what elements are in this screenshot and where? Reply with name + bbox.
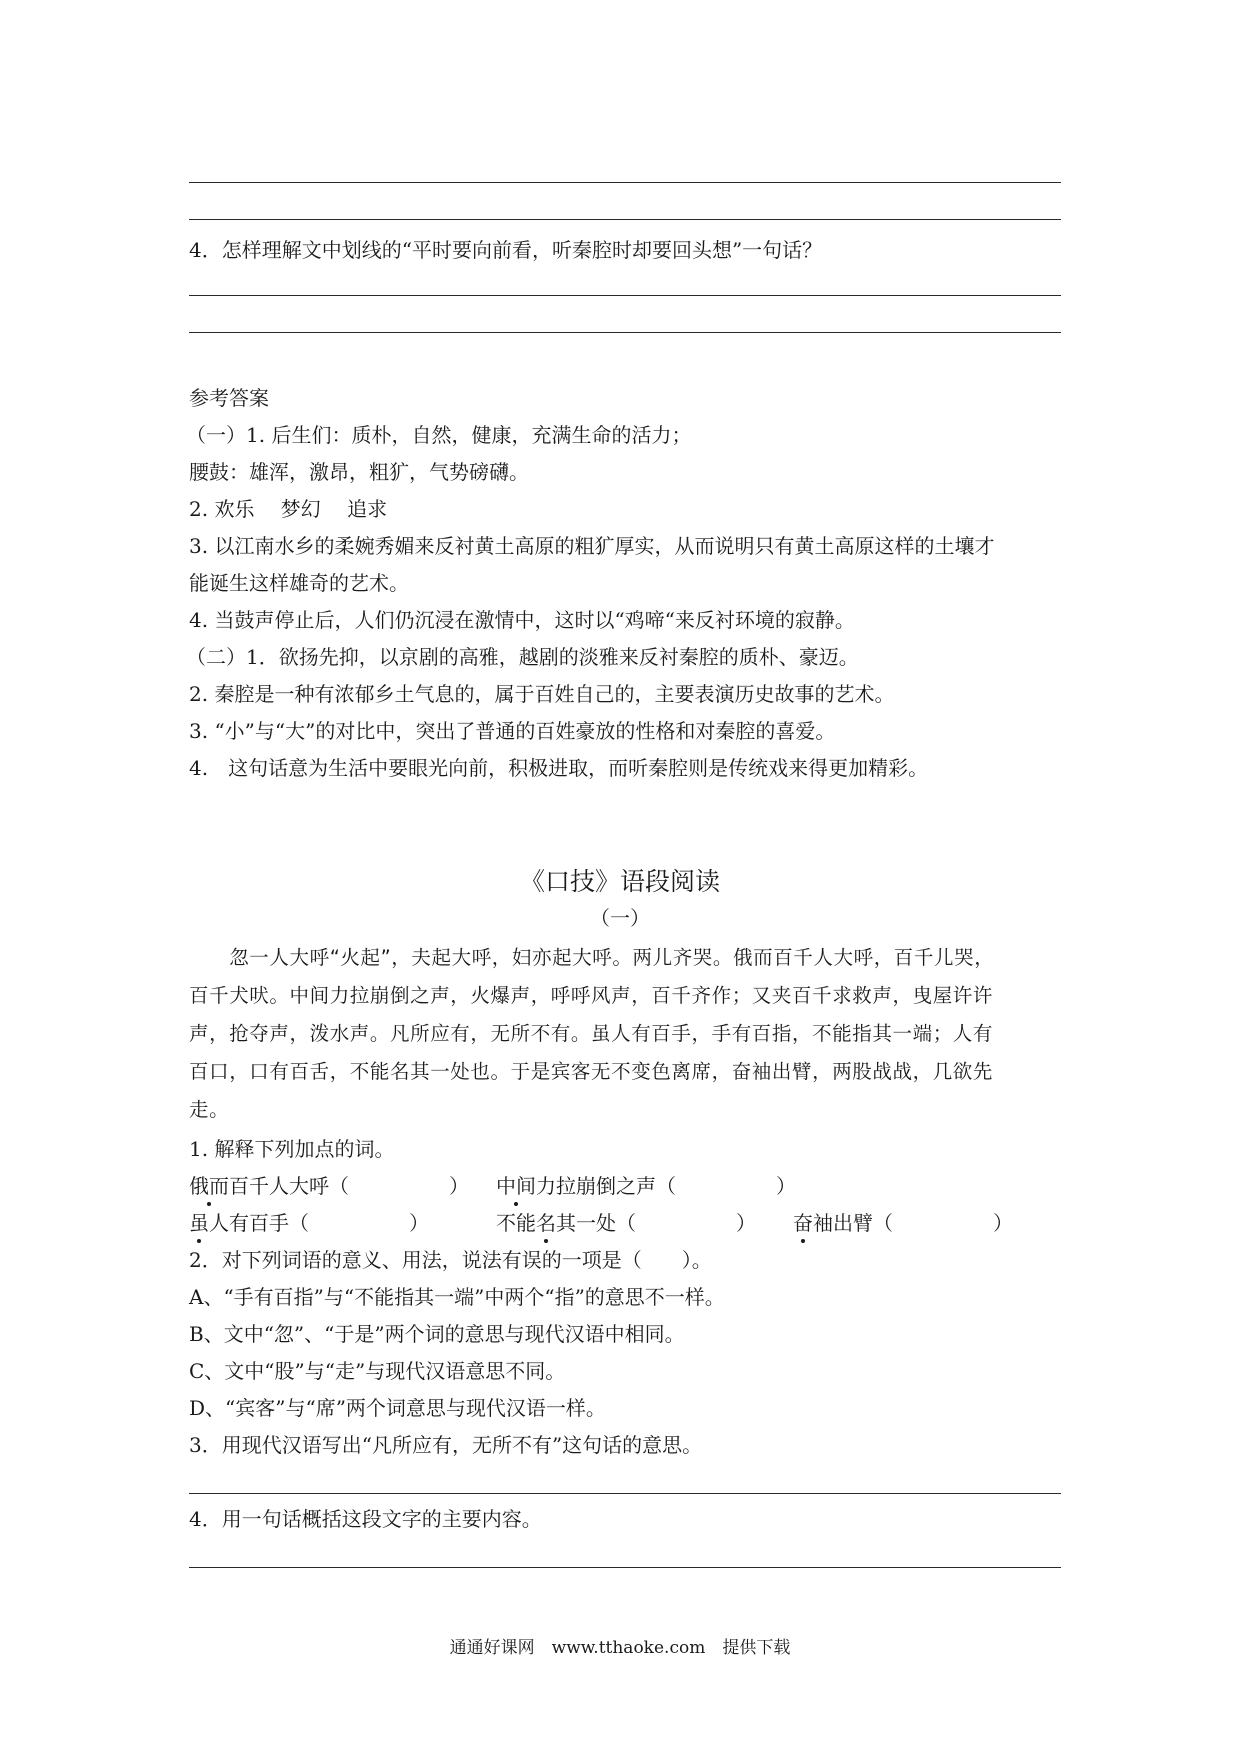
answer-line-text: （一）1. 后生们：质朴，自然，健康，充满生命的活力；	[186, 423, 692, 447]
dotted-word: 名	[536, 1211, 556, 1235]
passage-line: 声，抢夺声，泼水声。凡所应有，无所不有。虽人有百手，手有百指，不能指其一端；人有	[189, 1022, 994, 1045]
question-4: 4．用一句话概括这段文字的主要内容。	[189, 1507, 542, 1531]
vocab-item	[496, 1209, 756, 1237]
vocab-item	[189, 1172, 469, 1200]
passage-line: 忽一人大呼“火起”，夫起大呼，妇亦起大呼。两儿齐哭。俄而百千人大呼，百千儿哭，	[189, 946, 995, 969]
question-1: 1. 解释下列加点的词。	[189, 1137, 395, 1161]
vocab-item	[189, 1209, 429, 1237]
dotted-word: 奋	[793, 1211, 813, 1235]
vocab-pre: 不能	[496, 1211, 536, 1235]
dotted-word: 虽	[189, 1211, 209, 1235]
answer-line	[189, 332, 1061, 333]
answers-heading: 参考答案	[189, 386, 269, 410]
answer-line-text: （二）1．欲扬先抑，以京剧的高雅，越剧的淡雅来反衬秦腔的质朴、豪迈。	[186, 645, 859, 669]
option-c: C、文中“股”与“走”与现代汉语意思不同。	[189, 1359, 566, 1383]
answer-line	[189, 1567, 1061, 1568]
answer-line-text: 4. 当鼓声停止后，人们仍沉浸在激情中，这时以“鸡啼“来反衬环境的寂静。	[189, 608, 855, 632]
option-a: A、“手有百指”与“不能指其一端”中两个“指”的意思不一样。	[189, 1285, 725, 1309]
answer-line-text: 3. 以江南水乡的柔婉秀媚来反衬黄土高原的粗犷厚实，从而说明只有黄土高原这样的土壤才	[189, 534, 995, 558]
vocab-rest: 袖出臂（ ）	[813, 1211, 1013, 1235]
vocab-rest: 力拉崩倒之声（ ）	[536, 1174, 796, 1198]
answer-line-text: 2. 欢乐 梦幻 追求	[189, 497, 388, 521]
passage-line: 走。	[189, 1098, 230, 1121]
dotted-word: 俄而	[189, 1174, 229, 1198]
dotted-word: 中间	[496, 1174, 536, 1198]
answer-line-text: 腰鼓：雄浑，激昂，粗犷，气势磅礴。	[189, 460, 529, 484]
answer-line-text: 能诞生这样雄奇的艺术。	[189, 571, 409, 595]
vocab-rest: 其一处（ ）	[556, 1211, 756, 1235]
answer-line-text: 4. 这句话意为生活中要眼光向前，积极进取，而听秦腔则是传统戏来得更加精彩。	[189, 756, 929, 780]
question-2: 2．对下列词语的意义、用法，说法有误的一项是（ ）。	[189, 1248, 712, 1272]
passage-line: 百千犬吠。中间力拉崩倒之声，火爆声，呼呼风声，百千齐作；又夹百千求救声，曳屋许许	[189, 984, 994, 1007]
vocab-item	[496, 1172, 796, 1200]
question-3: 3．用现代汉语写出“凡所应有，无所不有”这句话的意思。	[189, 1433, 703, 1457]
answer-line	[189, 182, 1061, 183]
option-d: D、“宾客”与“席”两个词意思与现代汉语一样。	[189, 1396, 606, 1420]
footer-credit: 通通好课网 www.tthaoke.com 提供下载	[449, 1638, 791, 1658]
question-4-top: 4．怎样理解文中划线的“平时要向前看，听秦腔时却要回头想”一句话？	[189, 238, 823, 262]
section-title: 《口技》语段阅读	[519, 867, 720, 896]
passage-line: 百口，口有百舌，不能名其一处也。于是宾客无不变色离席，奋袖出臂，两股战战，几欲先	[189, 1060, 994, 1083]
answer-line-text: 2. 秦腔是一种有浓郁乡土气息的，属于百姓自己的，主要表演历史故事的艺术。	[189, 682, 895, 706]
vocab-item	[793, 1209, 1013, 1237]
option-b: B、文中“忽”、“于是”两个词的意思与现代汉语中相同。	[189, 1322, 685, 1346]
answer-line-text: 3. “小”与“大”的对比中，突出了普通的百姓豪放的性格和对秦腔的喜爱。	[189, 719, 836, 743]
section-subtitle: （一）	[590, 906, 650, 930]
answer-line	[189, 295, 1061, 296]
answer-line	[189, 219, 1061, 220]
vocab-rest: 百千人大呼（ ）	[229, 1174, 469, 1198]
answer-line	[189, 1493, 1061, 1494]
vocab-rest: 人有百手（ ）	[209, 1211, 429, 1235]
